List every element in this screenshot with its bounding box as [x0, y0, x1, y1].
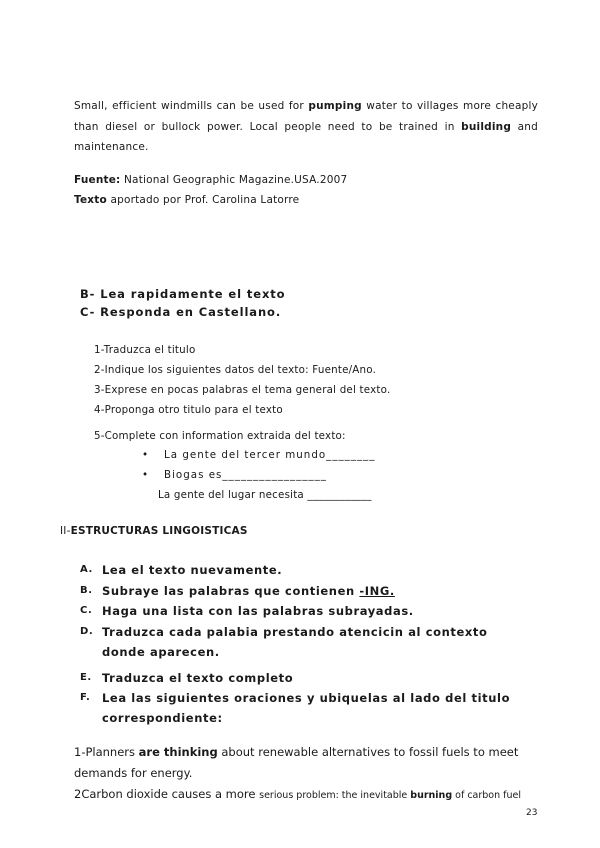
list-letter: E.	[80, 672, 92, 683]
paragraph-text-3: and maintenance.	[74, 120, 538, 153]
instruction-b: B- Lea rapidamente el texto	[80, 287, 286, 301]
sentence-1	[74, 742, 544, 784]
list-text: Haga una lista con las palabras subrayadas.	[102, 604, 414, 618]
sentence-2-b: serious problem: the inevitable	[259, 790, 411, 801]
list-letter: B.	[80, 585, 93, 596]
bullet-icon: •	[142, 449, 150, 461]
list-text: Lea las siguientes oraciones y ubiquelas al lado del titulo correspondiente:	[102, 691, 511, 725]
bullet-subline: La gente del lugar necesita ____________	[158, 489, 372, 501]
list-text: Lea el texto nuevamente.	[102, 563, 283, 577]
sentence-1-a: 1-Planners	[74, 745, 139, 759]
fuente-value: National Geographic Magazine.USA.2007	[120, 174, 348, 186]
bullet-icon: •	[142, 469, 150, 481]
paragraph-bold-building: building	[461, 120, 512, 133]
fuente-label: Fuente:	[74, 174, 121, 186]
paragraph-bold-pumping: pumping	[308, 100, 362, 112]
bullet-text-1: La gente del tercer mundo________	[164, 449, 376, 461]
question-1: 1-Traduzca el titulo	[94, 344, 196, 356]
question-3: 3-Exprese en pocas palabras el tema general del texto.	[94, 384, 391, 396]
bullet-text-2: Biogas es_________________	[164, 469, 327, 481]
sentence-1-c: about renewable alternatives to fossil fuels to meet demands for energy.	[74, 745, 519, 780]
ing-suffix: -ING.	[359, 584, 395, 598]
list-text: Traduzca el texto completo	[102, 671, 294, 685]
list-letter: A.	[80, 564, 93, 575]
question-5: 5-Complete con information extraida del texto:	[94, 430, 346, 442]
paragraph-text-2: water to villages more cheaply than diesel or bullock power. Local people need to be trained in	[74, 100, 538, 133]
list-text	[102, 581, 522, 601]
list-letter: C.	[80, 605, 93, 616]
question-4: 4-Proponga otro titulo para el texto	[94, 404, 283, 416]
list-text-main: Subraye las palabras que contienen	[102, 584, 360, 598]
paragraph-text-1: Small, efficient windmills can be used for	[74, 100, 309, 112]
sentence-2-bold: burning	[410, 790, 453, 801]
sentence-1-bold: are thinking	[138, 745, 218, 759]
list-text: Traduzca cada palabia prestando atencicin al contexto donde aparecen.	[102, 625, 488, 659]
lettered-list	[80, 0, 540, 848]
section-prefix: II-	[60, 525, 71, 537]
sentence-2-a: 2Carbon dioxide causes a more	[74, 787, 260, 801]
list-letter: F.	[80, 692, 91, 703]
instruction-c: C- Responda en Castellano.	[80, 305, 282, 319]
texto-value: aportado por Prof. Carolina Latorre	[106, 194, 300, 206]
page-number: 23	[526, 808, 538, 818]
sentence-2-d: of carbon fuel	[452, 790, 522, 801]
question-2: 2-Indique los siguientes datos del texto: Fuente/Ano.	[94, 364, 377, 376]
list-letter: D.	[80, 626, 94, 637]
sentence-2	[74, 784, 544, 806]
section-title: ESTRUCTURAS LINGOISTICAS	[70, 525, 248, 537]
texto-label: Texto	[74, 194, 107, 206]
